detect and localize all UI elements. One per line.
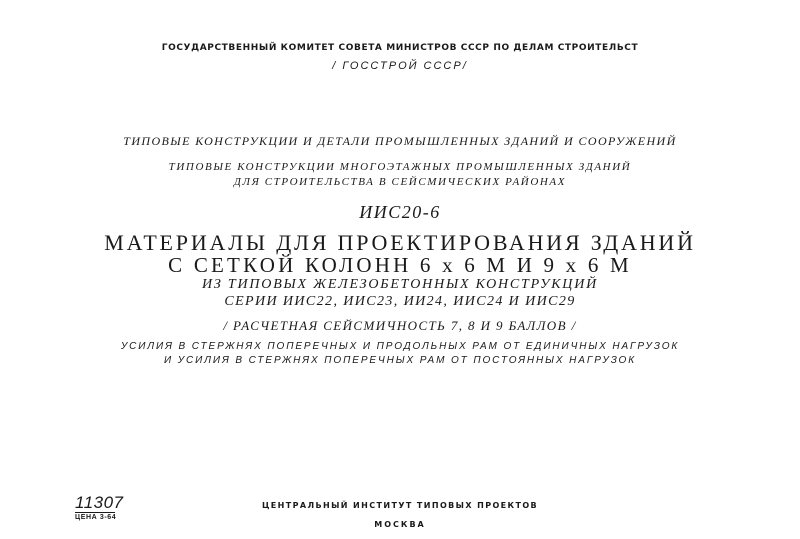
stamp-number: 11307 — [75, 493, 124, 512]
seismicity-note: / РАСЧЕТНАЯ СЕЙСМИЧНОСТЬ 7, 8 И 9 БАЛЛОВ / — [223, 318, 577, 333]
series-subtitle-line1: ТИПОВЫЕ КОНСТРУКЦИИ МНОГОЭТАЖНЫХ ПРОМЫШЛЕННЫХ ЗДАНИЙ — [168, 161, 632, 173]
publisher-city: МОСКВА — [374, 520, 426, 529]
source-line-2: СЕРИИ ИИС22, ИИС23, ИИ24, ИИС24 И ИИС29 — [224, 294, 576, 309]
forces-line-1: УСИЛИЯ В СТЕРЖНЯХ ПОПЕРЕЧНЫХ И ПРОДОЛЬНЫХ РАМ ОТ ЕДИНИЧНЫХ НАГРУЗОК — [120, 341, 680, 352]
source-line-1: ИЗ ТИПОВЫХ ЖЕЛЕЗОБЕТОННЫХ КОНСТРУКЦИЙ — [201, 277, 599, 292]
agency-heading: / ГОССТРОЙ СССР/ — [332, 60, 468, 72]
series-subtitle-line2: ДЛЯ СТРОИТЕЛЬСТВА В СЕЙСМИЧЕСКИХ РАЙОНАХ — [233, 176, 567, 188]
organization-heading: ГОСУДАРСТВЕННЫЙ КОМИТЕТ СОВЕТА МИНИСТРОВ СССР ПО ДЕЛАМ СТРОИТЕЛЬСТ — [161, 43, 639, 53]
forces-line-2: И УСИЛИЯ В СТЕРЖНЯХ ПОПЕРЕЧНЫХ РАМ ОТ ПОСТОЯННЫХ НАГРУЗОК — [163, 355, 637, 366]
document-grid-subtitle: С СЕТКОЙ КОЛОНН 6 х 6 М И 9 х 6 М — [168, 253, 632, 277]
series-title: ТИПОВЫЕ КОНСТРУКЦИИ И ДЕТАЛИ ПРОМЫШЛЕННЫХ ЗДАНИЙ И СООРУЖЕНИЙ — [123, 134, 677, 148]
publisher-name: ЦЕНТРАЛЬНЫЙ ИНСТИТУТ ТИПОВЫХ ПРОЕКТОВ — [261, 501, 539, 510]
document-title: МАТЕРИАЛЫ ДЛЯ ПРОЕКТИРОВАНИЯ ЗДАНИЙ — [104, 230, 696, 255]
series-code: ИИС20-6 — [359, 202, 441, 222]
price-label: ЦЕНА 3-64 — [75, 514, 117, 521]
